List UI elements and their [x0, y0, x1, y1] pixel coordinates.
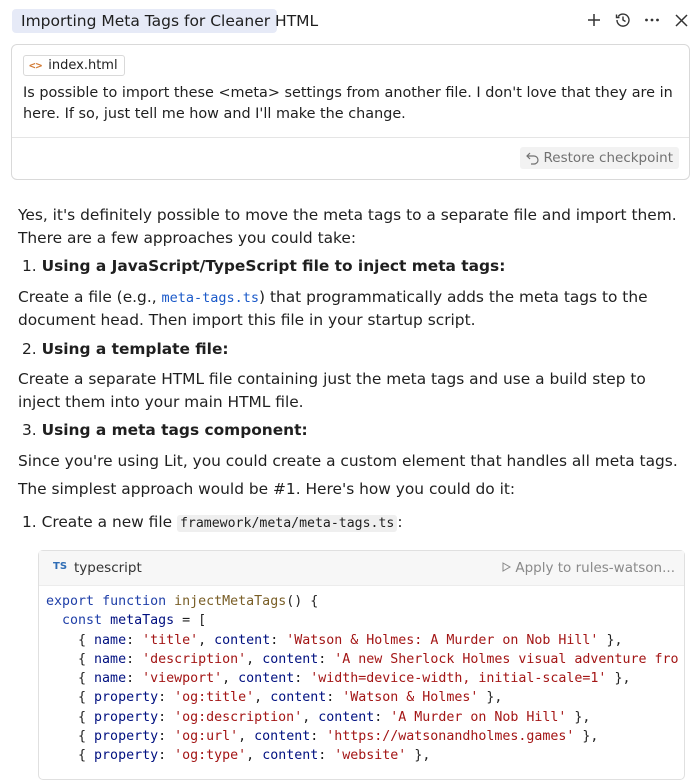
chat-title[interactable]: Importing Meta Tags for Cleaner HTML: [12, 9, 277, 33]
code-file-icon: <>: [29, 59, 43, 72]
approach-2-title: Using a template file:: [41, 339, 229, 358]
code-line: export function injectMetaTags() {: [46, 594, 319, 609]
card-divider: [12, 137, 689, 138]
approach-1-heading: 1. Using a JavaScript/TypeScript file to inject meta tags:: [22, 257, 506, 275]
code-line: { name: 'title', content: 'Watson & Holmes: A Murder on Nob Hill' },: [46, 632, 623, 648]
file-chip-label: index.html: [48, 58, 118, 73]
user-prompt-text: Is possible to import these <meta> settings from another file. I don't love that they are in here. If so, just tell me how and I'll make the change.: [23, 85, 673, 122]
code-line: { property: 'og:type', content: 'website' },: [46, 748, 431, 764]
code-block-header: [39, 551, 684, 586]
inline-code-file-path[interactable]: framework/meta/meta-tags.ts: [177, 515, 397, 532]
restore-label: Restore checkpoint: [543, 150, 673, 166]
plus-icon[interactable]: [584, 10, 604, 30]
approach-2-heading: 2. Using a template file:: [22, 339, 229, 358]
approach-3-desc: Since you're using Lit, you could create a custom element that handles all meta tags.: [18, 451, 678, 470]
user-message-card[interactable]: [11, 44, 690, 180]
assistant-answer: [18, 204, 688, 535]
code-line: { name: 'description', content: 'A new Sherlock Holmes visual adventure fro: [46, 651, 679, 667]
code-line: { property: 'og:description', content: 'A Murder on Nob Hill' },: [46, 709, 591, 725]
step-1: 1. Create a new file framework/meta/meta-tags.ts :: [22, 512, 403, 531]
approach-3-title: Using a meta tags component:: [41, 421, 308, 439]
play-icon: [502, 562, 511, 572]
code-line: { name: 'viewport', content: 'width=device-width, initial-scale=1' },: [46, 671, 631, 687]
inline-code-meta-tags[interactable]: meta-tags.ts: [161, 289, 260, 306]
code-content[interactable]: [46, 592, 678, 766]
approach-3-heading: 3. Using a meta tags component:: [22, 421, 308, 439]
apply-label: Apply to rules-watson...: [515, 560, 675, 576]
more-icon[interactable]: [642, 10, 662, 30]
code-line: { property: 'og:url', content: 'https://watsonandholmes.games' },: [46, 729, 599, 745]
restore-checkpoint-button[interactable]: [520, 147, 679, 169]
code-line: { property: 'og:title', content: 'Watson & Holmes' },: [46, 690, 503, 706]
code-block[interactable]: [38, 550, 685, 780]
approach-1-desc: Create a file (e.g., meta-tags.ts) that programmatically adds the meta tags to the document head. Then import this file in your startup script.: [18, 287, 648, 329]
close-icon[interactable]: [671, 10, 691, 30]
typescript-icon: TS: [53, 561, 68, 572]
apply-button[interactable]: [502, 560, 675, 576]
chat-header: [0, 0, 700, 42]
answer-intro: Yes, it's definitely possible to move the meta tags to a separate file and import them. There are a few approaches you could take:: [18, 206, 677, 247]
code-line: const metaTags = [: [62, 613, 207, 629]
restore-icon: [526, 152, 539, 164]
approach-1-title: Using a JavaScript/TypeScript file to inject meta tags:: [41, 257, 506, 275]
code-language: typescript: [74, 560, 142, 576]
file-chip[interactable]: [23, 55, 125, 76]
simplest-approach-text: The simplest approach would be #1. Here's how you could do it:: [18, 480, 516, 498]
history-icon[interactable]: [613, 10, 633, 30]
approach-2-desc: Create a separate HTML file containing just the meta tags and use a build step to inject them into your main HTML file.: [18, 370, 646, 411]
